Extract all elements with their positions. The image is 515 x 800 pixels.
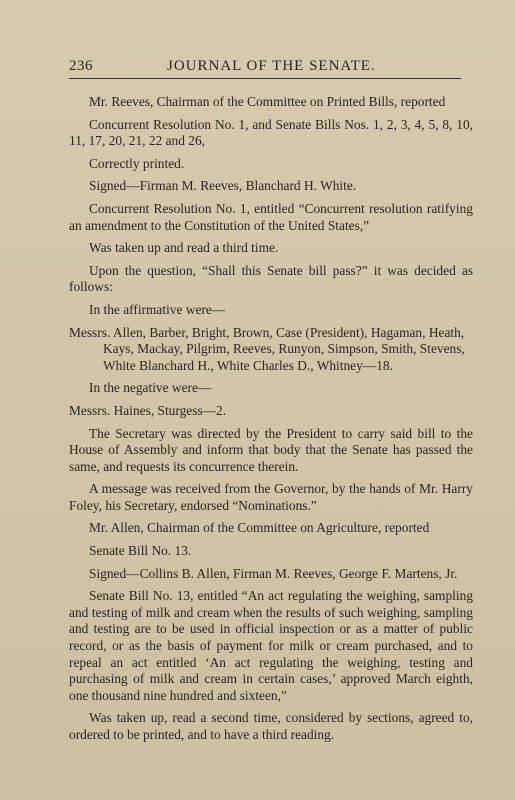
page-number: 236 <box>69 58 93 74</box>
paragraph-bills-list: Concurrent Resolution No. 1, and Senate Bills Nos. 1, 2, 3, 4, 5, 8, 10, 11, 17, 20, 21, 22 and 26, <box>69 116 473 149</box>
paragraph-third-reading: Was taken up and read a third time. <box>89 240 279 256</box>
paragraph-negative-heading: In the negative were— <box>89 380 212 396</box>
paragraph-senate-bill-13: Senate Bill No. 13. <box>89 543 192 559</box>
paragraph-secretary-directed: The Secretary was directed by the President to carry said bill to the House of Assembly and inform that body that the Senate has passed the same, and requests its concurrence therein. <box>69 425 473 474</box>
running-head <box>69 58 461 79</box>
paragraph-affirmative-votes: Messrs. Allen, Barber, Bright, Brown, Case (President), Hagaman, Heath, Kays, Mackay, Pilgrim, Reeves, Runyon, Simpson, Smith, Stevens, White Blanchard H., White Charles D., Whitney—18. <box>69 324 465 373</box>
paragraph-question: Upon the question, “Shall this Senate bill pass?” it was decided as follows: <box>69 262 473 295</box>
paragraph-committee-report: Mr. Reeves, Chairman of the Committee on Printed Bills, reported <box>89 94 446 109</box>
paragraph-governor-message: A message was received from the Governor, by the hands of Mr. Harry Foley, his Secretary, endorsed “Nominations.” <box>69 481 473 513</box>
journal-title: JOURNAL OF THE SENATE. <box>167 58 376 74</box>
paragraph-bill-13-title: Senate Bill No. 13, entitled “An act regulating the weighing, sampling and testing of milk and cream when the results of such weighing, sampling and testing are to be used in official inspection or as a matter of public record, or as the basis of payment for milk or cream purchased, and to repeal an act entitled ‘An act regulating the weighing, testing and purchasing of milk and cream in certain cases,’ approved March eighth, one thousand nine hundred and sixteen,” <box>69 588 473 703</box>
paragraph-second-reading: Was taken up, read a second time, considered by sections, agreed to, ordered to be printed, and to have a third reading. <box>69 710 473 742</box>
paragraph-agriculture-report: Mr. Allen, Chairman of the Committee on Agriculture, reported <box>89 520 430 536</box>
paragraph-correctly-printed: Correctly printed. <box>89 155 185 171</box>
paragraph-affirmative-heading: In the affirmative were— <box>89 301 226 317</box>
paragraph-negative-votes: Messrs. Haines, Sturgess—2. <box>69 402 227 418</box>
journal-body <box>69 94 473 744</box>
paragraph-concurrent-resolution: Concurrent Resolution No. 1, entitled “Concurrent resolution ratifying an amendment to the Constitution of the United States,” <box>69 200 473 233</box>
paragraph-signed-1: Signed—Firman M. Reeves, Blanchard H. White. <box>89 178 357 194</box>
paragraph-signed-2: Signed—Collins B. Allen, Firman M. Reeves, George F. Martens, Jr. <box>89 565 458 581</box>
